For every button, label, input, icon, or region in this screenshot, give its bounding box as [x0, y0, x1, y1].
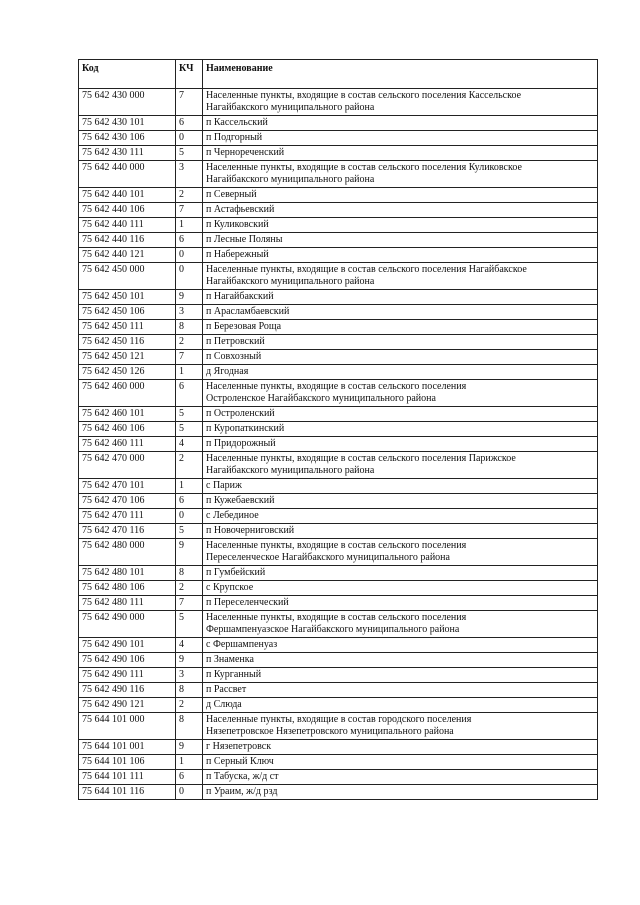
cell-name-line: Нагайбакского муниципального района: [206, 174, 375, 185]
cell-kch: 0: [176, 248, 203, 263]
cell-name: [203, 494, 598, 509]
table-row: [79, 161, 598, 188]
table-row: [79, 233, 598, 248]
cell-name: [203, 452, 598, 479]
table-row: [79, 638, 598, 653]
cell-name: [203, 596, 598, 611]
cell-name: [203, 653, 598, 668]
cell-name-line: Остроленское Нагайбакского муниципального района: [206, 393, 436, 404]
cell-name-line: п Кассельский: [206, 117, 268, 128]
cell-name-line: Переселенческое Нагайбакского муниципального района: [206, 552, 450, 563]
cell-name-line: п Совхозный: [206, 351, 262, 362]
cell-name-line: п Нагайбакский: [206, 291, 274, 302]
cell-name-line: п Рассвет: [206, 684, 247, 695]
cell-kch: 5: [176, 611, 203, 638]
cell-name: [203, 755, 598, 770]
cell-code: 75 644 101 001: [79, 740, 176, 755]
cell-kch: 8: [176, 566, 203, 581]
cell-kch: 0: [176, 131, 203, 146]
cell-kch: 1: [176, 479, 203, 494]
cell-code: 75 642 490 116: [79, 683, 176, 698]
table-row: [79, 305, 598, 320]
table-row: [79, 146, 598, 161]
table-row: [79, 668, 598, 683]
cell-code: 75 642 450 101: [79, 290, 176, 305]
table-row: [79, 335, 598, 350]
table-row: [79, 755, 598, 770]
cell-name-line: п Березовая Роща: [206, 321, 282, 332]
cell-name-line: п Лесные Поляны: [206, 234, 283, 245]
cell-name-line: п Куликовский: [206, 219, 269, 230]
cell-name: [203, 290, 598, 305]
cell-kch: 2: [176, 581, 203, 596]
cell-kch: 3: [176, 305, 203, 320]
cell-kch: 5: [176, 524, 203, 539]
cell-name-line: Населенные пункты, входящие в состав сельского поселения: [206, 540, 467, 551]
cell-code: 75 642 440 116: [79, 233, 176, 248]
table-row: [79, 350, 598, 365]
cell-code: 75 642 470 111: [79, 509, 176, 524]
cell-code: 75 642 470 101: [79, 479, 176, 494]
cell-code: 75 642 490 106: [79, 653, 176, 668]
cell-name-line: Нагайбакского муниципального района: [206, 102, 375, 113]
table-row: [79, 380, 598, 407]
cell-name: [203, 581, 598, 596]
cell-name: [203, 683, 598, 698]
cell-name-line: Населенные пункты, входящие в состав сельского поселения Парижское: [206, 453, 516, 464]
cell-name: [203, 422, 598, 437]
cell-name-line: п Подгорный: [206, 132, 263, 143]
cell-name: [203, 203, 598, 218]
cell-kch: 5: [176, 422, 203, 437]
cell-kch: 0: [176, 785, 203, 800]
cell-kch: 9: [176, 539, 203, 566]
cell-name: [203, 146, 598, 161]
cell-kch: 4: [176, 638, 203, 653]
cell-name-line: Населенные пункты, входящие в состав сельского поселения: [206, 381, 467, 392]
cell-code: 75 642 480 101: [79, 566, 176, 581]
cell-name: [203, 740, 598, 755]
cell-code: 75 642 490 121: [79, 698, 176, 713]
cell-name: [203, 188, 598, 203]
cell-name: [203, 116, 598, 131]
cell-name-line: п Северный: [206, 189, 257, 200]
table-row: [79, 653, 598, 668]
cell-code: 75 642 430 101: [79, 116, 176, 131]
cell-kch: 8: [176, 683, 203, 698]
cell-name: [203, 785, 598, 800]
cell-code: 75 644 101 111: [79, 770, 176, 785]
cell-name-line: п Серный Ключ: [206, 756, 274, 767]
cell-code: 75 642 440 101: [79, 188, 176, 203]
cell-name-line: Фершампенуазское Нагайбакского муниципального района: [206, 624, 460, 635]
cell-name-line: п Кужебаевский: [206, 495, 275, 506]
cell-name-line: Населенные пункты, входящие в состав сельского поселения Кассельское: [206, 90, 522, 101]
table-row: [79, 422, 598, 437]
table-row: [79, 509, 598, 524]
cell-kch: 2: [176, 452, 203, 479]
cell-name-line: п Гумбейский: [206, 567, 266, 578]
cell-name-line: Населенные пункты, входящие в состав сельского поселения Куликовское: [206, 162, 522, 173]
cell-code: 75 642 430 000: [79, 89, 176, 116]
cell-name: [203, 668, 598, 683]
cell-kch: 7: [176, 89, 203, 116]
cell-kch: 3: [176, 668, 203, 683]
table-row: [79, 740, 598, 755]
cell-kch: 1: [176, 365, 203, 380]
cell-kch: 4: [176, 437, 203, 452]
table-row: [79, 407, 598, 422]
cell-name-line: п Арасламбаевский: [206, 306, 290, 317]
table-header-row: [79, 60, 598, 89]
cell-name: [203, 566, 598, 581]
cell-name: [203, 539, 598, 566]
cell-code: 75 642 450 000: [79, 263, 176, 290]
cell-name-line: п Табуска, ж/д ст: [206, 771, 279, 782]
table-row: [79, 524, 598, 539]
cell-name: [203, 437, 598, 452]
table-row: [79, 218, 598, 233]
cell-name-line: Нагайбакского муниципального района: [206, 276, 375, 287]
cell-code: 75 644 101 106: [79, 755, 176, 770]
cell-kch: 0: [176, 509, 203, 524]
cell-code: 75 642 470 106: [79, 494, 176, 509]
table-body: [79, 89, 598, 800]
cell-name-line: Населенные пункты, входящие в состав сельского поселения: [206, 612, 467, 623]
cell-code: 75 642 450 111: [79, 320, 176, 335]
cell-name: [203, 320, 598, 335]
cell-name: [203, 263, 598, 290]
header-code: Код: [79, 60, 176, 89]
cell-code: 75 642 480 111: [79, 596, 176, 611]
cell-kch: 8: [176, 320, 203, 335]
cell-name: [203, 218, 598, 233]
cell-code: 75 642 440 121: [79, 248, 176, 263]
table-row: [79, 89, 598, 116]
cell-name: [203, 380, 598, 407]
cell-kch: 8: [176, 713, 203, 740]
cell-name: [203, 524, 598, 539]
table-row: [79, 785, 598, 800]
cell-kch: 9: [176, 740, 203, 755]
cell-name: [203, 161, 598, 188]
cell-name-line: г Нязепетровск: [206, 741, 272, 752]
cell-code: 75 642 460 106: [79, 422, 176, 437]
cell-name-line: п Петровский: [206, 336, 265, 347]
cell-name: [203, 611, 598, 638]
table-row: [79, 494, 598, 509]
cell-name-line: п Переселенческий: [206, 597, 289, 608]
cell-name: [203, 305, 598, 320]
cell-name: [203, 233, 598, 248]
table-row: [79, 452, 598, 479]
cell-name-line: п Курганный: [206, 669, 262, 680]
cell-name-line: п Астафьевский: [206, 204, 275, 215]
cell-code: 75 642 470 000: [79, 452, 176, 479]
cell-code: 75 642 450 116: [79, 335, 176, 350]
cell-kch: 6: [176, 116, 203, 131]
cell-kch: 6: [176, 770, 203, 785]
cell-name: [203, 407, 598, 422]
cell-kch: 3: [176, 161, 203, 188]
cell-kch: 0: [176, 263, 203, 290]
cell-code: 75 642 430 106: [79, 131, 176, 146]
cell-code: 75 642 460 000: [79, 380, 176, 407]
table-row: [79, 131, 598, 146]
cell-name-line: п Чернореченский: [206, 147, 285, 158]
cell-kch: 7: [176, 596, 203, 611]
cell-name-line: с Лебединое: [206, 510, 259, 521]
cell-name-line: Населенные пункты, входящие в состав городского поселения: [206, 714, 472, 725]
table-row: [79, 290, 598, 305]
cell-name: [203, 698, 598, 713]
table-row: [79, 365, 598, 380]
header-name: Наименование: [203, 60, 598, 89]
cell-name: [203, 713, 598, 740]
cell-name-line: с Париж: [206, 480, 242, 491]
cell-name-line: п Куропаткинский: [206, 423, 285, 434]
table-row: [79, 320, 598, 335]
table-row: [79, 539, 598, 566]
table-row: [79, 263, 598, 290]
cell-name-line: п Новочерниговский: [206, 525, 295, 536]
cell-code: 75 644 101 000: [79, 713, 176, 740]
cell-code: 75 642 490 111: [79, 668, 176, 683]
cell-kch: 2: [176, 188, 203, 203]
table-row: [79, 566, 598, 581]
table-row: [79, 248, 598, 263]
cell-name: [203, 479, 598, 494]
cell-kch: 5: [176, 146, 203, 161]
cell-code: 75 642 490 101: [79, 638, 176, 653]
cell-code: 75 642 440 111: [79, 218, 176, 233]
cell-code: 75 642 480 106: [79, 581, 176, 596]
table-row: [79, 581, 598, 596]
header-kch: КЧ: [176, 60, 203, 89]
cell-kch: 9: [176, 290, 203, 305]
table-row: [79, 683, 598, 698]
cell-name: [203, 89, 598, 116]
cell-name-line: д Слюда: [206, 699, 242, 710]
cell-name: [203, 335, 598, 350]
cell-kch: 2: [176, 335, 203, 350]
cell-name-line: с Крупское: [206, 582, 254, 593]
cell-kch: 1: [176, 218, 203, 233]
cell-name: [203, 638, 598, 653]
table-row: [79, 596, 598, 611]
cell-name: [203, 350, 598, 365]
cell-code: 75 642 460 101: [79, 407, 176, 422]
cell-code: 75 642 440 000: [79, 161, 176, 188]
cell-name-line: п Ураим, ж/д рзд: [206, 786, 278, 797]
cell-name-line: п Придорожный: [206, 438, 276, 449]
cell-code: 75 642 480 000: [79, 539, 176, 566]
cell-name-line: с Фершампенуаз: [206, 639, 278, 650]
cell-name-line: Нязепетровское Нязепетровского муниципального района: [206, 726, 454, 737]
cell-kch: 6: [176, 233, 203, 248]
cell-kch: 6: [176, 494, 203, 509]
table-row: [79, 203, 598, 218]
cell-name: [203, 770, 598, 785]
cell-name-line: Нагайбакского муниципального района: [206, 465, 375, 476]
table-row: [79, 188, 598, 203]
cell-kch: 7: [176, 350, 203, 365]
table-row: [79, 437, 598, 452]
table-row: [79, 698, 598, 713]
table-row: [79, 713, 598, 740]
cell-name-line: Населенные пункты, входящие в состав сельского поселения Нагайбакское: [206, 264, 527, 275]
cell-code: 75 642 430 111: [79, 146, 176, 161]
cell-kch: 7: [176, 203, 203, 218]
cell-name-line: п Остроленский: [206, 408, 275, 419]
cell-kch: 5: [176, 407, 203, 422]
table-row: [79, 479, 598, 494]
table-row: [79, 770, 598, 785]
cell-name: [203, 131, 598, 146]
cell-code: 75 642 460 111: [79, 437, 176, 452]
cell-kch: 1: [176, 755, 203, 770]
cell-name-line: д Ягодная: [206, 366, 249, 377]
cell-code: 75 642 450 126: [79, 365, 176, 380]
cell-name-line: п Знаменка: [206, 654, 254, 665]
cell-code: 75 642 450 121: [79, 350, 176, 365]
cell-name: [203, 509, 598, 524]
cell-kch: 9: [176, 653, 203, 668]
cell-name-line: п Набережный: [206, 249, 269, 260]
okato-table: [78, 59, 598, 800]
cell-kch: 2: [176, 698, 203, 713]
cell-code: 75 642 450 106: [79, 305, 176, 320]
cell-code: 75 644 101 116: [79, 785, 176, 800]
table-row: [79, 116, 598, 131]
cell-name: [203, 248, 598, 263]
cell-name: [203, 365, 598, 380]
cell-code: 75 642 470 116: [79, 524, 176, 539]
cell-code: 75 642 490 000: [79, 611, 176, 638]
table-row: [79, 611, 598, 638]
cell-code: 75 642 440 106: [79, 203, 176, 218]
cell-kch: 6: [176, 380, 203, 407]
